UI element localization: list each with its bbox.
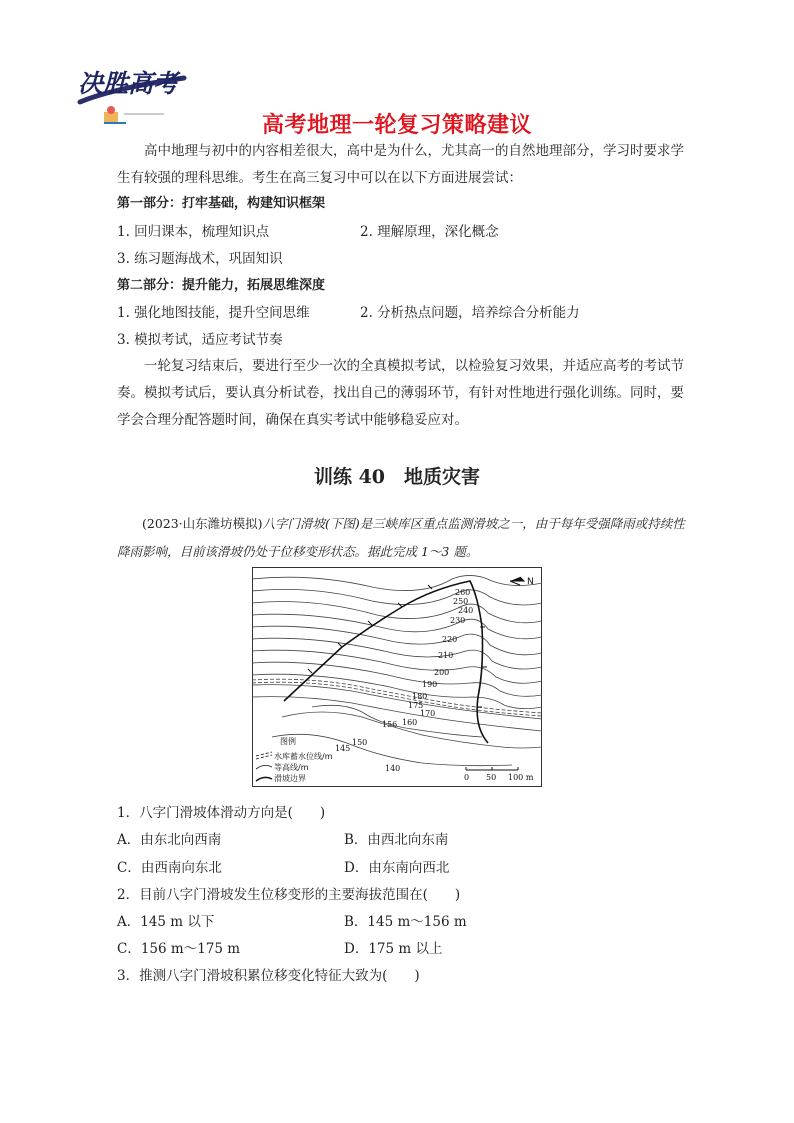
legend-item: 水库蓄水位线/m bbox=[274, 752, 333, 761]
north-label: N bbox=[527, 577, 534, 587]
part2-item-2: 2. 分析热点问题，培养综合分析能力 bbox=[360, 305, 580, 321]
scale-label: 100 m bbox=[508, 773, 534, 782]
contour-label: 250 bbox=[453, 597, 469, 606]
exercise-intro bbox=[117, 510, 687, 566]
main-title: 高考地理一轮复习策略建议 bbox=[261, 113, 532, 138]
contour-label: 200 bbox=[434, 668, 450, 677]
scale-label: 0 bbox=[464, 773, 470, 782]
contour-label: 160 bbox=[402, 718, 418, 727]
contour-label: 140 bbox=[385, 764, 401, 773]
question-1-option-d[interactable]: D．由东南向西北 bbox=[344, 860, 450, 876]
contour-label: 190 bbox=[422, 680, 438, 689]
part1-item-3: 3. 练习题海战术，巩固知识 bbox=[117, 251, 283, 267]
question-1-option-c[interactable]: C．由西南向东北 bbox=[117, 860, 222, 876]
contour-label: 220 bbox=[442, 635, 458, 644]
exercise-text: 八字门滑坡(下图)是三峡库区重点监测滑坡之一，由于每年受强降雨或持续性降雨影响，目前该滑坡仍处于位移变形状态。据此完成 1～3 题。 bbox=[117, 516, 685, 559]
part1-item-1: 1. 回归课本，梳理知识点 bbox=[117, 224, 270, 240]
contour-label: 210 bbox=[438, 651, 454, 660]
section-title: 训练 40 地质灾害 bbox=[313, 466, 481, 488]
contour-label: 150 bbox=[352, 738, 368, 747]
contour-label: 260 bbox=[455, 588, 471, 597]
legend-item: 等高线/m bbox=[274, 763, 309, 772]
question-2-option-a[interactable]: A．145 m 以下 bbox=[117, 914, 215, 930]
closing-paragraph: 一轮复习结束后，要进行至少一次的全真模拟考试，以检验复习效果，并适应高考的考试节奏。模拟考试后，要认真分析试卷，找出自己的薄弱环节，有针对性地进行强化训练。同时，要学会合理分配答题时间，确保在真实考试中能够稳妥应对。 bbox=[117, 358, 684, 428]
contour-label: 145 bbox=[335, 744, 351, 753]
contour-label: 180 bbox=[412, 692, 428, 701]
legend-title: 图例 bbox=[280, 737, 296, 746]
question-3-stem: 3．推测八字门滑坡积累位移变化特征大致为( ) bbox=[117, 968, 420, 984]
part2-heading: 第二部分：提升能力，拓展思维深度 bbox=[117, 278, 326, 293]
contour-label: 240 bbox=[458, 606, 474, 615]
part2-item-1: 1. 强化地图技能，提升空间思维 bbox=[117, 305, 310, 321]
question-2-stem: 2．目前八字门滑坡发生位移变形的主要海拔范围在( ) bbox=[117, 887, 461, 903]
contour-label: 230 bbox=[450, 616, 466, 625]
landslide-contour-map bbox=[252, 567, 542, 787]
question-2-option-c[interactable]: C．156 m～175 m bbox=[117, 941, 241, 957]
logo-text: 决胜高考 bbox=[78, 69, 179, 98]
scale-label: 50 bbox=[486, 773, 497, 782]
question-1-option-a[interactable]: A．由东北向西南 bbox=[117, 832, 222, 848]
contour-label: 170 bbox=[420, 709, 436, 718]
question-2-option-b[interactable]: B．145 m～156 m bbox=[344, 914, 467, 930]
part2-item-3: 3. 模拟考试，适应考试节奏 bbox=[117, 332, 283, 348]
contour-label: 175 bbox=[408, 701, 424, 710]
question-2-option-d[interactable]: D．175 m 以上 bbox=[344, 941, 443, 957]
legend-item: 滑坡边界 bbox=[274, 774, 306, 783]
question-1-stem: 1．八字门滑坡体滑动方向是( ) bbox=[117, 805, 326, 821]
contour-label: 156 bbox=[382, 720, 398, 729]
part1-item-2: 2. 理解原理，深化概念 bbox=[360, 224, 499, 240]
question-1-option-b[interactable]: B．由西北向东南 bbox=[344, 832, 449, 848]
part1-heading: 第一部分：打牢基础，构建知识框架 bbox=[117, 196, 326, 211]
intro-paragraph: 高中地理与初中的内容相差很大，高中是为什么，尤其高一的自然地理部分，学习时要求学生有较强的理科思维。考生在高三复习中可以在以下方面进展尝试： bbox=[117, 143, 684, 186]
exercise-source: (2023·山东潍坊模拟) bbox=[142, 516, 263, 531]
